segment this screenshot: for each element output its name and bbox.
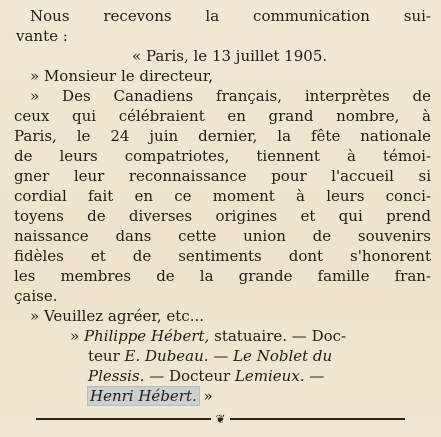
fleuron-icon: ❦ [215,412,226,426]
body-line: de leurs compatriotes, tiennent à témoi- [14,147,431,165]
signature-line-3 [14,366,431,386]
divider-ornament [36,412,405,426]
date-line: « Paris, le 13 juillet 1905. [132,47,328,65]
signatory-name: Plessis. [88,367,145,385]
closing-line: » Veuillez agréer, etc... [30,307,205,325]
signature-line-1 [14,326,431,346]
sig-text: — [208,347,234,365]
intro-line-2: vante : [16,27,68,45]
signature-line-4 [14,386,431,406]
sig-prefix: » [70,327,84,345]
sig-text: — [304,367,325,385]
sig-text: — Docteur [144,367,235,385]
body-line: fidèles et de sentiments dont s'honorent [14,247,431,265]
sig-text: statuaire. — Doc- [209,327,347,345]
signatory-name: Le Noblet du [233,347,333,365]
sig-text: teur [88,347,125,365]
signatory-name: E. Dubeau. [124,347,209,365]
body-line: toyens de diverses origines et qui prend [14,207,431,225]
body-line: Paris, le 24 juin dernier, la fête nationale [14,127,431,145]
signature-line-2 [14,346,431,366]
body-line: ceux qui célébraient en grand nombre, à [14,107,431,125]
intro-line-1: Nous recevons la communication sui- [30,7,431,25]
body-line: çaise. [14,287,58,305]
divider-rule-left [36,418,211,420]
body-line: gner leur reconnaissance pour l'accueil si [14,167,431,185]
divider-rule-right [230,418,405,420]
signatory-name: Lemieux. [234,367,305,385]
sig-text: » [198,387,213,405]
body-line: naissance dans cette union de souvenirs [14,227,431,245]
salutation: » Monsieur le directeur, [30,67,214,85]
body-line: les membres de la grande famille fran- [14,267,431,285]
body-line: cordial fait en ce moment à leurs conci- [14,187,431,205]
signatory-name: Philippe Hébert, [83,327,210,345]
highlighted-signatory-name[interactable]: Henri Hébert. [90,387,197,405]
body-line: » Des Canadiens français, interprètes de [30,87,431,105]
